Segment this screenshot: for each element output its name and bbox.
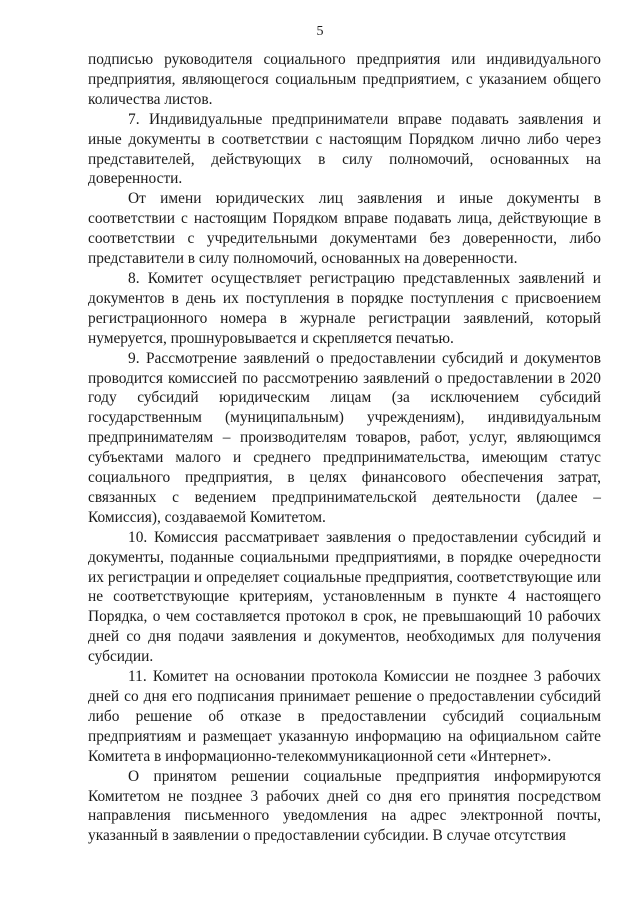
paragraph-item-10: 10. Комиссия рассматривает заявления о предоставлении субсидий и документы, поданные социальными предприятиями, в порядке очередности их регистрации и определяет социальные предприятия, соответствующие или не соответствующие критериям, установленным в пункте 4 настоящего Порядка, о чем составляется протокол в срок, не превышающий 10 рабочих дней со дня подачи заявления и документов, необходимых для получения субсидии. — [88, 528, 601, 666]
paragraph-item-11: 11. Комитет на основании протокола Комиссии не позднее 3 рабочих дней со дня его подписания принимает решение о предоставлении субсидий либо решение об отказе в предоставлении субсидий социальным предприятиям и размещает указанную информацию на официальном сайте Комитета в информационно-телекоммуникационной сети «Интернет». — [88, 668, 601, 765]
paragraph-continuation: подписью руководителя социального предприятия или индивидуального предприятия, являющегося социальным предприятием, с указанием общего количества листов. — [88, 51, 601, 108]
paragraph-item-8: 8. Комитет осуществляет регистрацию представленных заявлений и документов в день их поступления в порядке поступления с присвоением регистрационного номера в журнале регистрации заявлений, который нумеруется, прошнуровывается и скрепляется печатью. — [88, 269, 601, 347]
document-body — [88, 50, 601, 846]
page-number: 5 — [316, 24, 324, 39]
paragraph-item-7: 7. Индивидуальные предприниматели вправе подавать заявления и иные документы в соответствии с настоящим Порядком лично либо через представителей, действующих в силу полномочий, основанных на доверенности. — [88, 110, 601, 188]
paragraph-item-9: 9. Рассмотрение заявлений о предоставлении субсидий и документов проводится комиссией по рассмотрению заявлений о предоставлении в 2020 году субсидий юридическим лицам (за исключением субсидий государственным (муниципальным) учреждениям), индивидуальным предпринимателям – производителям товаров, работ, услуг, являющимся субъектами малого и среднего предпринимательства, имеющим статус социального предприятия, в целях финансового обеспечения затрат, связанных с ведением предпринимательской деятельности (далее – Комиссия), создаваемой Комитетом. — [88, 349, 601, 526]
paragraph-notification: О принятом решении социальные предприятия информируются Комитетом не позднее 3 рабочих дней со дня его принятия посредством направления письменного уведомления на адрес электронной почты, указанный в заявлении о предоставлении субсидии. В случае отсутствия — [88, 767, 601, 845]
paragraph-legal-entities: От имени юридических лиц заявления и иные документы в соответствии с настоящим Порядком вправе подавать лица, действующие в соответствии с учредительными документами без доверенности, либо представители в силу полномочий, основанных на доверенности. — [88, 190, 601, 268]
